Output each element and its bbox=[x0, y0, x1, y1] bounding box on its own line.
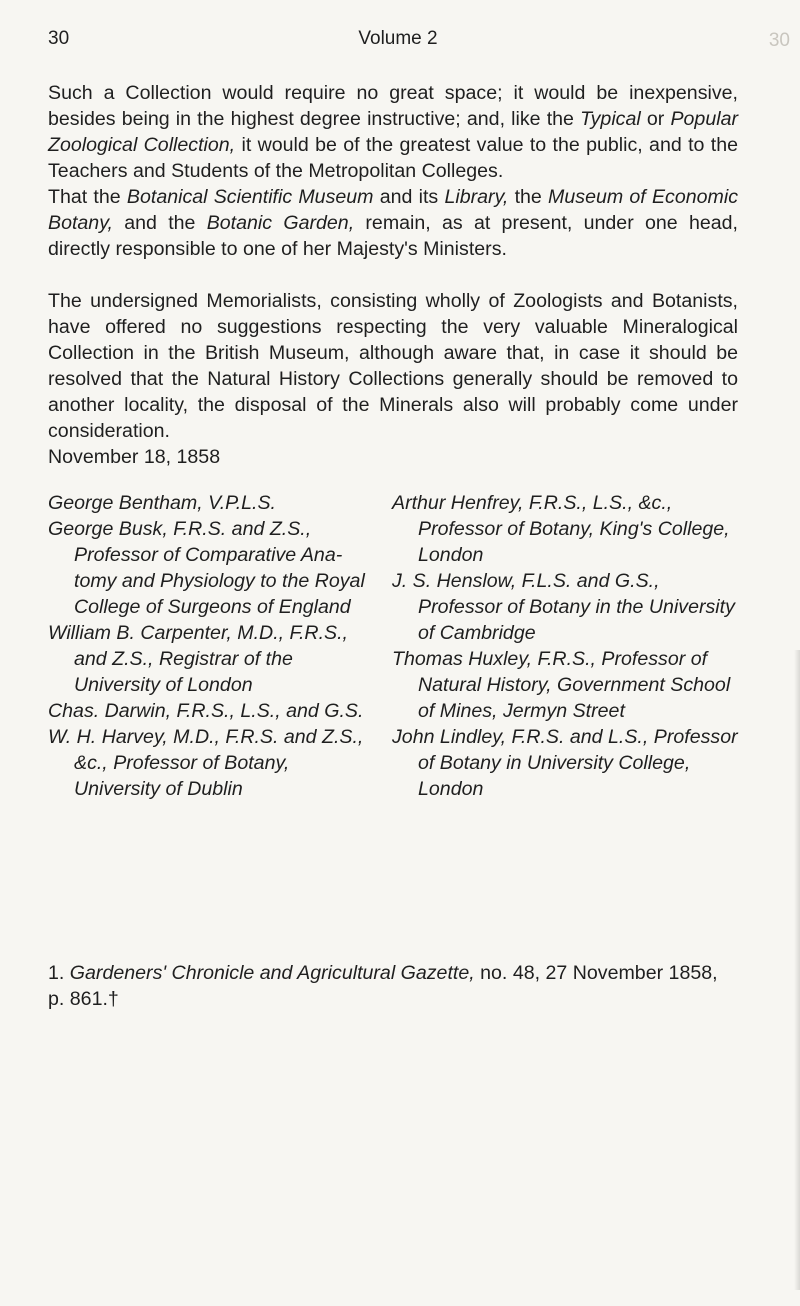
page-number: 30 bbox=[48, 28, 70, 49]
page-header bbox=[48, 28, 748, 54]
footnote-source-title: Gardeners' Chronicle and Agricultural Gazette, bbox=[69, 962, 475, 984]
signature: George Busk, F.R.S. and Z.S., Professor of Comparative Anatomy and Physiology to the Royal College of Surgeons of England bbox=[48, 518, 365, 618]
signature: Chas. Darwin, F.R.S., L.S., and G.S. bbox=[48, 700, 364, 722]
footnote-number: 1. bbox=[48, 962, 65, 984]
paragraph-memorialists: The undersigned Memorialists, consisting wholly of Zoologists and Botanists, have offered no suggestions respecting the very valuable Mineralogical Collection in the British Museum, although aware that, in case it should be resolved that the Natural History Collections generally should be removed to another locality, the disposal of the Minerals also will probably come under consideration. bbox=[48, 290, 738, 442]
page-edge-shadow bbox=[794, 650, 800, 1290]
signature: John Lindley, F.R.S. and L.S., Professor of Botany in University College, London bbox=[392, 726, 738, 800]
running-head: Volume 2 bbox=[358, 28, 438, 49]
signature: J. S. Henslow, F.L.S. and G.S., Professor of Botany in the University of Cambridge bbox=[392, 570, 735, 644]
signatures-right-column bbox=[392, 490, 738, 802]
footnote-citation: no. 48, 27 November 1858, p. 861.† bbox=[48, 962, 718, 1010]
signatures bbox=[48, 490, 738, 802]
paragraph-collection: Such a Collection would require no great space; it would be inexpensive, besides being in the highest degree instructive; and, like the Typical or Popular Zoological Collection, it would be of the greatest value to the public, and to the Teachers and Students of the Metropolitan Colleges. bbox=[48, 82, 738, 182]
main-text bbox=[48, 80, 738, 802]
signature: William B. Carpenter, M.D., F.R.S., and Z.S., Registrar of the University of London bbox=[48, 622, 348, 696]
signature: Thomas Huxley, F.R.S., Professor of Natural History, Government School of Mines, Jermyn Street bbox=[392, 648, 731, 722]
bleed-through-page-number: 30 bbox=[768, 30, 790, 51]
signature: George Bentham, V.P.L.S. bbox=[48, 492, 277, 514]
paragraph-botanical: That the Botanical Scientific Museum and its Library, the Museum of Economic Botany, and the Botanic Garden, remain, as at present, under one head, directly responsible to one of her Majesty's Ministers. bbox=[48, 186, 738, 260]
signature: W. H. Harvey, M.D., F.R.S. and Z.S., &c., Professor of Botany, University of Dublin bbox=[48, 726, 364, 800]
footnote bbox=[48, 960, 738, 1012]
signature: Arthur Henfrey, F.R.S., L.S., &c., Professor of Botany, King's College, London bbox=[392, 492, 730, 566]
signatures-left-column bbox=[48, 490, 366, 802]
date-line: November 18, 1858 bbox=[48, 446, 221, 468]
